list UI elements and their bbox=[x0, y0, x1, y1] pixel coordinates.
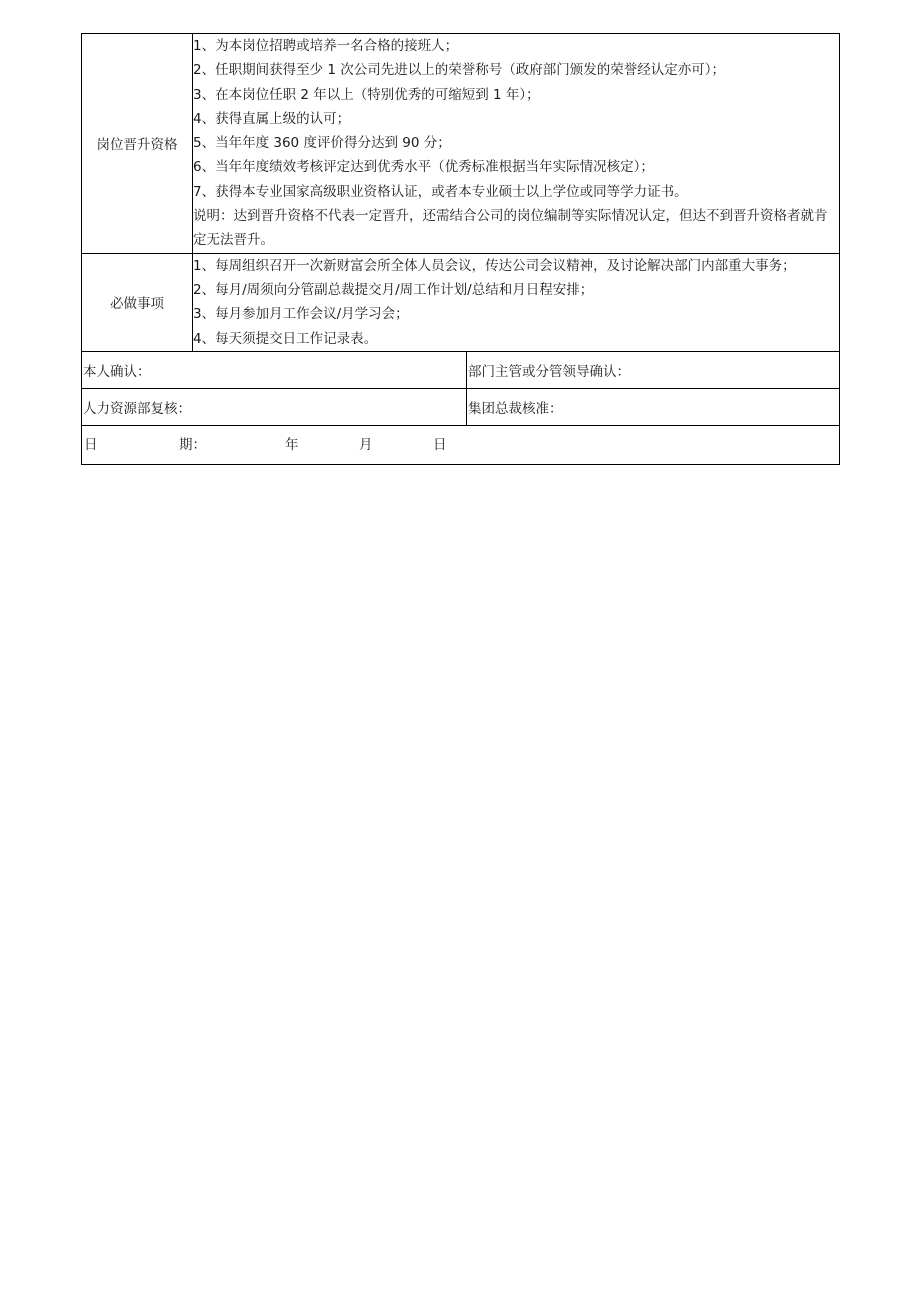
dept-confirm-field[interactable]: 部门主管或分管领导确认： bbox=[467, 351, 840, 388]
required-duties-label: 必做事项 bbox=[82, 253, 193, 351]
signature-row-2 bbox=[82, 388, 840, 425]
promotion-qualification-row bbox=[82, 34, 840, 254]
promotion-note: 说明：达到晋升资格不代表一定晋升，还需结合公司的岗位编制等实际情况认定，但达不到晋升资格者就肯定无法晋升。 bbox=[193, 208, 828, 249]
promotion-item: 3、在本岗位任职 2 年以上（特别优秀的可缩短到 1 年）； bbox=[193, 86, 540, 103]
date-field[interactable] bbox=[82, 425, 840, 464]
date-qi-label: 期： bbox=[179, 436, 206, 453]
required-duties-row bbox=[82, 253, 840, 351]
promotion-qualification-content bbox=[193, 34, 840, 254]
self-confirm-field[interactable]: 本人确认： bbox=[82, 351, 467, 388]
promotion-item: 2、任职期间获得至少 1 次公司先进以上的荣誉称号（政府部门颁发的荣誉经认定亦可）； bbox=[193, 62, 726, 79]
promotion-item: 7、获得本专业国家高级职业资格认证，或者本专业硕士以上学位或同等学力证书。 bbox=[193, 183, 688, 200]
promotion-item: 5、当年年度 360 度评价得分达到 90 分； bbox=[193, 135, 451, 152]
ceo-approve-field[interactable]: 集团总裁核准： bbox=[467, 388, 840, 425]
date-ri-label: 日 bbox=[84, 436, 98, 453]
promotion-item: 1、为本岗位招聘或培养一名合格的接班人； bbox=[193, 38, 459, 54]
duty-item: 2、每月/周须向分管副总裁提交月/周工作计划/总结和月日程安排； bbox=[193, 281, 594, 298]
promotion-item: 4、获得直属上级的认可； bbox=[193, 110, 351, 127]
date-year-label: 年 bbox=[285, 436, 299, 453]
duty-item: 1、每周组织召开一次新财富会所全体人员会议，传达公司会议精神，及讨论解决部门内部重大事务； bbox=[193, 257, 796, 274]
required-duties-content bbox=[193, 253, 840, 351]
promotion-qualification-label: 岗位晋升资格 bbox=[82, 34, 193, 254]
promotion-item: 6、当年年度绩效考核评定达到优秀水平（优秀标准根据当年实际情况核定）； bbox=[193, 159, 654, 176]
date-day-label: 日 bbox=[433, 436, 447, 453]
duty-item: 4、每天须提交日工作记录表。 bbox=[193, 330, 378, 347]
promotion-form-table bbox=[81, 33, 840, 465]
date-row bbox=[82, 425, 840, 464]
hr-review-field[interactable]: 人力资源部复核： bbox=[82, 388, 467, 425]
signature-row-1 bbox=[82, 351, 840, 388]
duty-item: 3、每月参加月工作会议/月学习会； bbox=[193, 306, 409, 323]
date-month-label: 月 bbox=[359, 436, 373, 453]
